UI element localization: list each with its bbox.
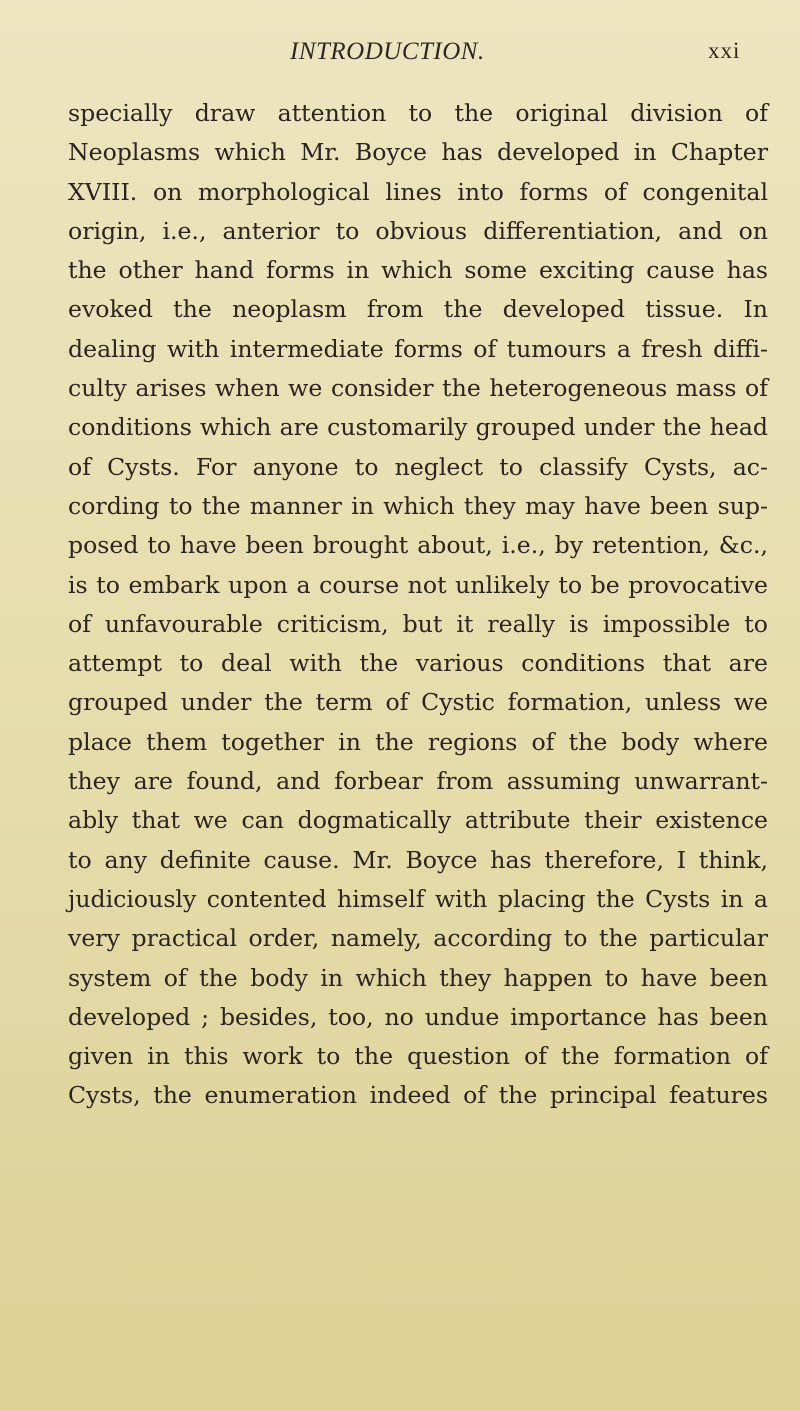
text-line: to any definite cause. Mr. Boyce has therefore, I think, <box>68 845 768 874</box>
text-line: Cysts, the enumeration indeed of the principal features <box>68 1081 768 1110</box>
text-line: ably that we can dogmatically attribute their existence <box>68 806 768 835</box>
text-line: the other hand forms in which some exciting cause has <box>68 256 768 285</box>
text-line: system of the body in which they happen to have been <box>68 963 768 992</box>
text-line: conditions which are customarily grouped under the head <box>68 413 768 442</box>
text-line: of Cysts. For anyone to neglect to classify Cysts, ac- <box>68 452 768 481</box>
body-paragraph <box>68 94 768 1116</box>
text-line: judiciously contented himself with placing the Cysts in a <box>68 884 768 913</box>
text-line: specially draw attention to the original division of <box>68 99 768 127</box>
text-line: culty arises when we consider the heterogeneous mass of <box>68 374 768 403</box>
text-line: very practical order, namely, according to the particular <box>68 924 768 953</box>
text-line: they are found, and forbear from assuming unwarrant- <box>68 767 768 796</box>
running-head <box>0 38 800 78</box>
page-number: xxi <box>708 38 741 63</box>
text-line: developed ; besides, too, no undue importance has been <box>68 1002 768 1031</box>
text-line: is to embark upon a course not unlikely to be provocative <box>68 570 768 599</box>
text-line: attempt to deal with the various conditions that are <box>68 649 768 678</box>
text-line: of unfavourable criticism, but it really is impossible to <box>68 609 768 638</box>
text-line: grouped under the term of Cystic formation, unless we <box>68 688 768 717</box>
text-line: origin, i.e., anterior to obvious differentiation, and on <box>68 216 768 245</box>
text-line: place them together in the regions of the body where <box>68 727 768 756</box>
text-line: given in this work to the question of the formation of <box>68 1042 768 1071</box>
text-line: Neoplasms which Mr. Boyce has developed in Chapter <box>68 138 768 167</box>
text-line: XVIII. on morphological lines into forms of congenital <box>68 177 768 206</box>
running-title: INTRODUCTION. <box>290 38 485 65</box>
text-line: cording to the manner in which they may have been sup- <box>68 491 768 520</box>
text-line: evoked the neoplasm from the developed tissue. In <box>68 295 768 324</box>
text-line: posed to have been brought about, i.e., by retention, &c., <box>68 531 768 560</box>
text-line: dealing with intermediate forms of tumours a fresh diffi- <box>68 334 768 363</box>
